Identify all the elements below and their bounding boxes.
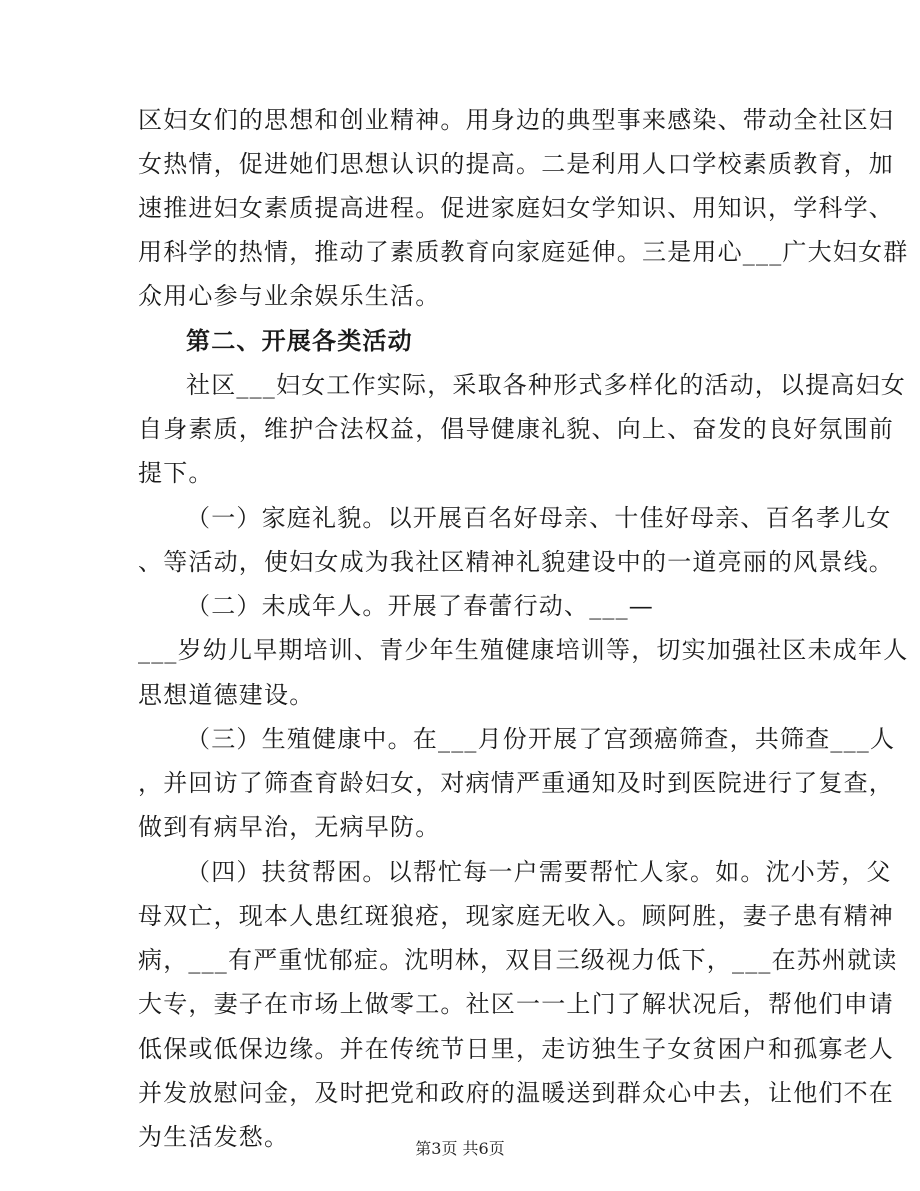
body-line: ，并回访了筛查育龄妇女，对病情严重通知及时到医院进行了复查， — [138, 769, 894, 797]
body-line: 大专，妻子在市场上做零工。社区一一上门了解状况后，帮他们申请 — [138, 990, 894, 1018]
body-line: 思想道德建设。 — [138, 681, 315, 709]
body-line: 女热情，促进她们思想认识的提高。二是利用人口学校素质教育，加 — [138, 150, 894, 178]
body-line: 社区___妇女工作实际，采取各种形式多样化的活动，以提高妇女 — [186, 371, 906, 399]
body-line: 自身素质，维护合法权益，倡导健康礼貌、向上、奋发的良好氛围前 — [138, 415, 894, 443]
section-heading: 第二、开展各类活动 — [186, 326, 413, 355]
body-line: （一）家庭礼貌。以开展百名好母亲、十佳好母亲、百名孝儿女 — [186, 504, 892, 532]
body-line: 区妇女们的思想和创业精神。用身边的典型事来感染、带动全社区妇 — [138, 106, 894, 134]
body-line: 母双亡，现本人患红斑狼疮，现家庭无收入。顾阿胜，妻子患有精神 — [138, 902, 894, 930]
page-number: 第3页 共6页 — [415, 1139, 505, 1158]
body-line: （三）生殖健康中。在___月份开展了宫颈癌筛查，共筛查___人 — [186, 725, 896, 753]
body-line: （四）扶贫帮困。以帮忙每一户需要帮忙人家。如。沈小芳，父 — [186, 858, 892, 886]
body-line: 、等活动，使妇女成为我社区精神礼貌建设中的一道亮丽的风景线。 — [138, 548, 894, 576]
body-line: 为生活发愁。 — [138, 1123, 290, 1151]
body-line: 做到有病早治，无病早防。 — [138, 813, 441, 841]
body-line: ___岁幼儿早期培训、青少年生殖健康培训等，切实加强社区未成年人 — [138, 636, 909, 664]
body-line: 提下。 — [138, 459, 214, 487]
body-line: 低保或低保边缘。并在传统节日里，走访独生子女贫困户和孤寡老人 — [138, 1035, 894, 1063]
body-line: 速推进妇女素质提高进程。促进家庭妇女学知识、用知识，学科学、 — [138, 194, 894, 222]
body-line: 并发放慰问金，及时把党和政府的温暖送到群众心中去，让他们不在 — [138, 1079, 894, 1107]
body-line: （二）未成年人。开展了春蕾行动、___— — [186, 592, 654, 620]
body-line: 病，___有严重忧郁症。沈明林，双目三级视力低下，___在苏州就读 — [138, 946, 898, 974]
body-line: 用科学的热情，推动了素质教育向家庭延伸。三是用心___广大妇女群 — [138, 238, 909, 266]
body-line: 众用心参与业余娱乐生活。 — [138, 282, 441, 310]
